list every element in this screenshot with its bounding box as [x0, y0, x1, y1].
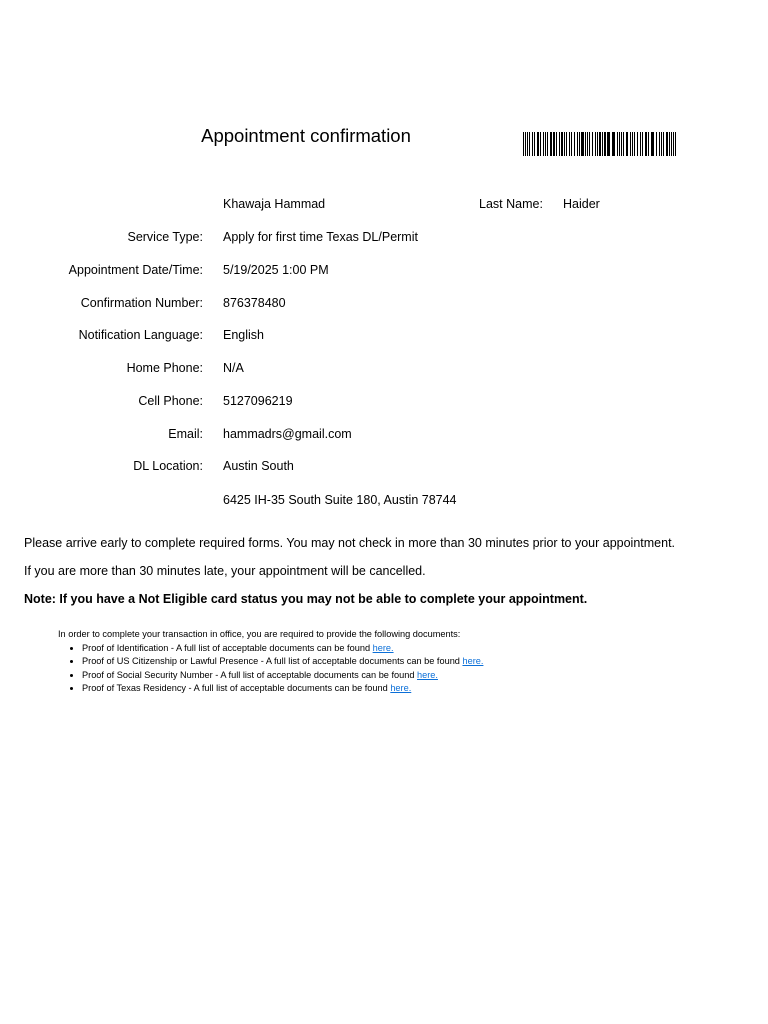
dl-location-value: Austin South — [223, 459, 294, 473]
appointment-datetime-value: 5/19/2025 1:00 PM — [223, 263, 329, 277]
last-name-value: Haider — [563, 197, 600, 211]
citizenship-docs-link[interactable]: here. — [462, 656, 484, 667]
document-item-text: Proof of Identification - A full list of acceptable documents can be found — [82, 642, 373, 653]
confirmation-number-value: 876378480 — [223, 296, 286, 310]
list-item — [82, 669, 483, 683]
email-label: Email: — [168, 427, 203, 441]
residency-docs-link[interactable]: here. — [390, 683, 412, 694]
first-name-value: Khawaja Hammad — [223, 197, 326, 211]
list-item — [82, 655, 483, 669]
page-title: Appointment confirmation — [201, 125, 411, 146]
email-value: hammadrs@gmail.com — [223, 427, 352, 441]
confirmation-number-label: Confirmation Number: — [80, 296, 203, 310]
service-type-value: Apply for first time Texas DL/Permit — [223, 230, 418, 244]
document-item-text: Proof of Social Security Number - A full list of acceptable documents can be found — [82, 669, 418, 680]
cell-phone-label: Cell Phone: — [138, 394, 203, 408]
late-notice: If you are more than 30 minutes late, your appointment will be cancelled. — [24, 564, 426, 578]
list-item — [82, 642, 483, 656]
document-item-text: Proof of US Citizenship or Lawful Presence - A full list of acceptable documents can be found — [82, 656, 463, 667]
arrive-early-notice: Please arrive early to complete required forms. You may not check in more than 30 minutes prior to your appointment. — [24, 536, 676, 550]
dl-location-label: DL Location: — [133, 459, 203, 473]
appointment-datetime-label: Appointment Date/Time: — [68, 263, 203, 277]
list-item — [82, 682, 483, 696]
notification-language-value: English — [223, 328, 264, 342]
last-name-label: Last Name: — [479, 197, 543, 211]
home-phone-label: Home Phone: — [126, 361, 203, 375]
barcode — [523, 132, 677, 156]
identification-docs-link[interactable]: here. — [372, 642, 394, 653]
dl-location-address: 6425 IH-35 South Suite 180, Austin 78744 — [223, 493, 457, 507]
documents-intro: In order to complete your transaction in office, you are required to provide the following documents: — [58, 629, 461, 639]
home-phone-value: N/A — [223, 361, 244, 375]
service-type-label: Service Type: — [127, 230, 203, 244]
cell-phone-value: 5127096219 — [223, 394, 293, 408]
ssn-docs-link[interactable]: here. — [417, 669, 438, 680]
required-documents — [58, 628, 483, 696]
notification-language-label: Notification Language: — [78, 328, 203, 342]
document-item-text: Proof of Texas Residency - A full list of acceptable documents can be found — [82, 683, 391, 694]
documents-list — [58, 642, 483, 696]
eligibility-note: Note: If you have a Not Eligible card status you may not be able to complete your appointment. — [24, 592, 588, 606]
